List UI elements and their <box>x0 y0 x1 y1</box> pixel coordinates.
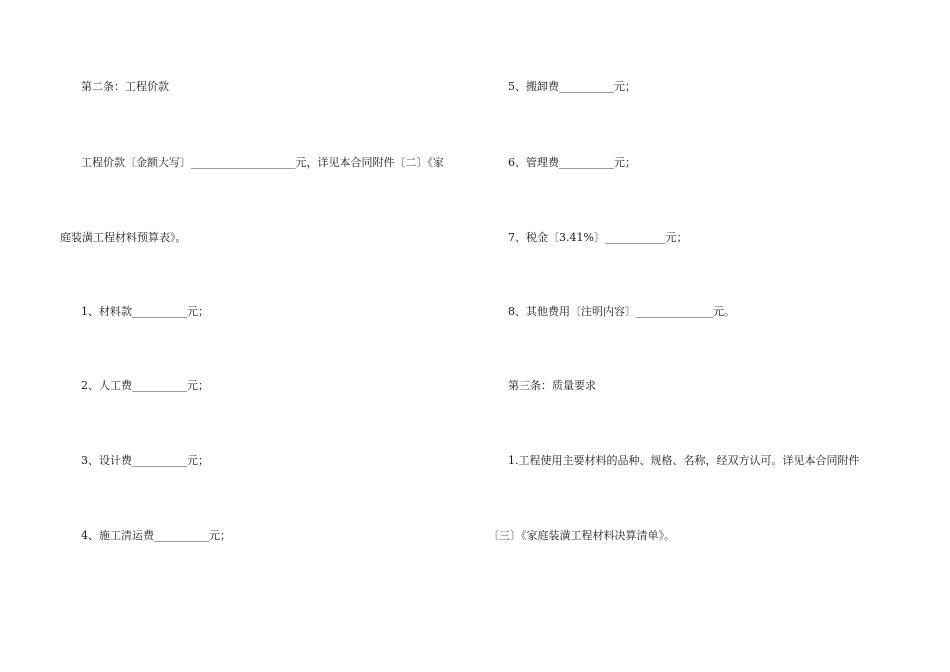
article-3-heading: 第三条：质量要求 <box>508 379 596 392</box>
tax-line: 7、税金〔3.41%〕___________元； <box>508 231 688 244</box>
management-fee-line: 6、管理费__________元； <box>508 156 636 169</box>
labor-fee-line: 2、人工费__________元； <box>81 379 209 392</box>
article-2-heading: 第二条：工程价款 <box>81 80 169 93</box>
quality-clause-continuation: 〔三〕《家庭装潢工程材料决算清单》。 <box>488 529 675 542</box>
materials-fee-line: 1、材料款__________元； <box>81 305 209 318</box>
design-fee-line: 3、设计费__________元； <box>81 454 209 467</box>
other-fees-line: 8、其他费用〔注明内容〕______________元。 <box>508 305 735 318</box>
quality-clause-line: 1.工程使用主要材料的品种、规格、名称，经双方认可。详见本合同附件 <box>508 454 860 467</box>
price-clause-line: 工程价款〔金额大写〕___________________元，详见本合同附件〔二〕《家 <box>81 156 444 169</box>
cleanup-transport-fee-line: 4、施工清运费__________元； <box>81 529 231 542</box>
price-clause-continuation: 庭装潢工程材料预算表》。 <box>60 231 187 244</box>
handling-fee-line: 5、搬卸费__________元； <box>508 80 636 93</box>
